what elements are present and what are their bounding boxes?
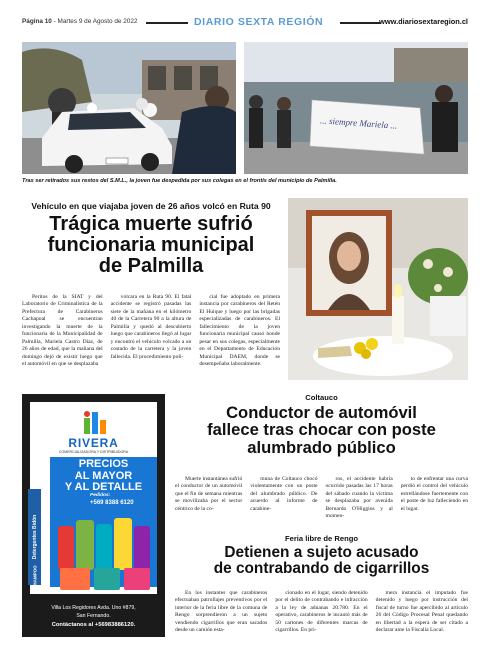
story1-headline-line3: de Palmilla xyxy=(98,255,204,277)
issue-date: - Martes 9 de Agosto de 2022 xyxy=(51,18,138,25)
story1-headline-line2: funcionaria municipal xyxy=(47,234,255,256)
ad-headline-line1: PRECIOS xyxy=(78,458,129,470)
story1-kicker: Vehículo en que viajaba joven de 26 años volcó en Ruta 90 xyxy=(31,201,271,211)
story2-headline-line3: alumbrado público xyxy=(247,437,396,457)
story2-headline-line1: Conductor de automóvil xyxy=(226,403,417,422)
newspaper-brand: DIARIO SEXTA REGIÓN xyxy=(194,16,324,28)
rivera-logo-icon xyxy=(74,408,114,436)
ad-phone[interactable]: +569 8388 6120 xyxy=(90,500,134,506)
memorial-photo xyxy=(288,198,468,380)
farewell-banner-text: ... siempre Mariela ... xyxy=(319,115,398,131)
ad-headline-line3: Y AL DETALLE xyxy=(64,481,143,494)
story1-headline xyxy=(22,214,280,277)
car-photo xyxy=(22,42,236,174)
ad-orders-label: Pedidos: xyxy=(90,493,111,498)
ad-headline-line2: AL MAYOR xyxy=(74,469,133,482)
ad-brand: RIVERA xyxy=(68,436,119,450)
story3-headline xyxy=(175,545,468,577)
ad-side-text: Detergentes Bidón xyxy=(32,514,38,560)
story2-kicker: Coltauco xyxy=(305,393,338,402)
story1-column-1: Peritos de la SIAT y del Laboratorio de Criminalística de la Prefectura de Carabineros Cachapoal se encuentran investigando la muerte de la funcionaria de la Municipalidad de Palmilla, Mariela Castro Díaz, de 26 años de edad, que la mañana del domingo dejó de existir luego que el automóvil en que se desplazaba xyxy=(22,294,103,367)
story1-body xyxy=(22,294,280,368)
story3-kicker: Feria libre de Rengo xyxy=(284,534,358,543)
ad-panel xyxy=(30,402,157,594)
story2-headline xyxy=(175,404,468,456)
rivera-advertisement[interactable] xyxy=(22,394,165,637)
story2-body xyxy=(175,476,468,521)
ad-address: Villa Los Regidores Avda. Uno #879, xyxy=(51,605,136,611)
story2-column-4: to de enfrentar una curva perdió el control del vehículo estrellándose fuertemente con el poste de luz falleciendo en el lugar. xyxy=(400,476,468,512)
farewell-photo xyxy=(244,42,468,174)
story2-column-3: ros, el accidente habría ocurrido pasadas las 17 horas del sábado cuando la víctima se desplazaba por avenida Bernardo O'Higgins y al momen- xyxy=(325,476,393,520)
story1-column-3: cial fue adoptado en primera instancia por carabineros del Retén El Huique y luego por las brigadas especializadas de carabineros. El fallecimiento de la joven funcionaria municipal causó honde pesar en sus colegas, especialmente en el Departamento de Educación Municipal DAEM, donde se desempeñaba laboralmente. xyxy=(199,294,281,367)
story3-column-2: cionado en el lugar, siendo detenido por el delito de contrabando e infracción a la ley de aduanas 20.780. En el operativo, carabineros le incautó más de 50 cartones de diferentes marcas de cigarrillos. En pri- xyxy=(275,590,368,634)
product-bottles-image xyxy=(54,512,154,592)
story3-headline-line1: Detienen a sujeto acusado xyxy=(224,544,419,561)
story3-column-1: En los instantes que carabineros efectuaban patrullajes preventivos por el interior de la feria libre de la comuna de Rengo sorprendieron a un sujeto vendiendo cigarrillos que eran sacados desde un camión esta- xyxy=(175,590,268,634)
story2-column-2: muna de Coltauco chocó violentamente con un poste del alumbrado público. De acuerdo al informe de carabine- xyxy=(250,476,318,512)
photo-caption: Tras ser retirados sus restos del S.M.L., la joven fue despedida por sus colegas en el frontis del municipio de Palmilla. xyxy=(22,178,337,184)
page-number: Página 10 xyxy=(22,18,52,25)
story3-body xyxy=(175,590,468,635)
story3-column-3: mera instancia el imputado fue detenido y luego por instrucción del fiscal de turno fue apercibido al artículo 26 del Código Procesal Penal quedando en libertad a la espera de ser citado a declarar ante la Fiscalía Local. xyxy=(375,590,468,634)
header-rule-left xyxy=(146,22,188,24)
story2-column-1: Muerte instantánea sufrió el conductor de un automóvil que el fin de semana mientras se movilizaba por el sector céntrico de la co- xyxy=(175,476,243,512)
story1-headline-line1: Trágica muerte sufrió xyxy=(49,213,253,235)
ad-tagline: COMERCIALIZADORA Y DISTRIBUIDORA xyxy=(58,450,129,454)
page-dateline xyxy=(22,18,137,25)
header-rule-right xyxy=(340,22,380,24)
ad-headline xyxy=(50,459,157,494)
story2-headline-line2: fallece tras chocar con poste xyxy=(207,420,436,440)
story3-headline-line2: de contrabando de cigarrillos xyxy=(213,560,430,578)
story1-column-2: volcara en la Ruta 90. El fatal accidente se registró pasadas las siete de la mañana en el kilómetro 40 de la Carretera 90 a la altura de Palmilla y quedó al descubierto luego que carabineros llegó al lugar y encontró el vehículo volcado a un costado de la carretera y la joven fallecida. El procedimiento poli- xyxy=(110,294,192,360)
page-header xyxy=(22,16,468,30)
ad-city: San Fernando. xyxy=(76,613,111,619)
ad-contact[interactable]: Contáctanos al +56983886120. xyxy=(51,622,136,628)
newspaper-url: www.diariosextaregion.cl xyxy=(379,17,468,26)
ad-side-text-2: SHAMPOO xyxy=(32,565,38,589)
